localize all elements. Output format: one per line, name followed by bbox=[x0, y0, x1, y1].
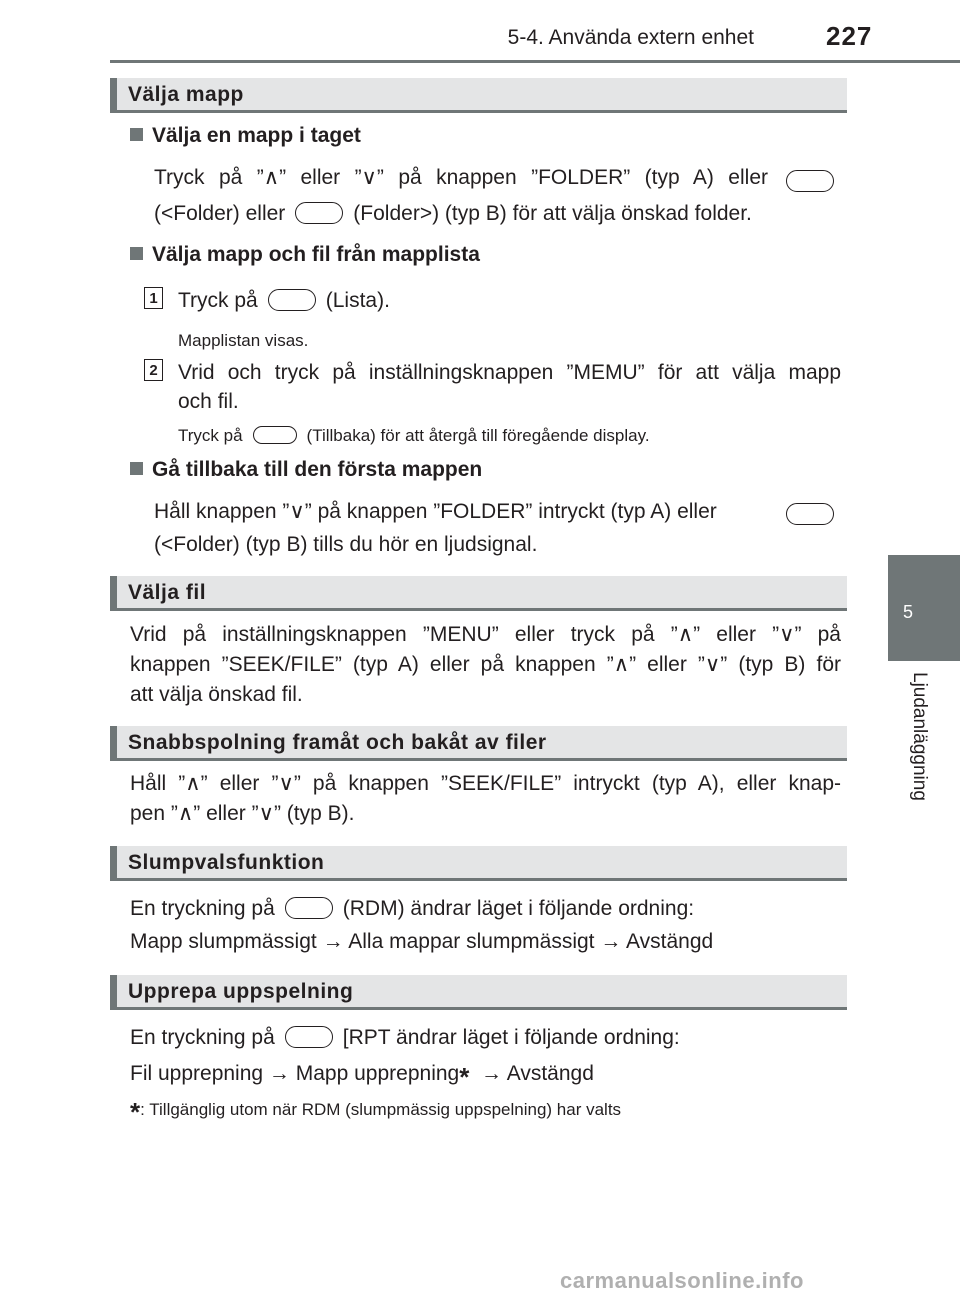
paragraph-line: Håll ”∧” eller ”∨” på knappen ”SEEK/FILE” intryckt (typ A), eller knap- bbox=[130, 772, 841, 795]
section-header-repeat bbox=[110, 975, 847, 1010]
footnote-asterisk: * bbox=[459, 1062, 470, 1092]
footnote-asterisk: * bbox=[130, 1097, 141, 1127]
paragraph-line: att välja önskad fil. bbox=[130, 683, 303, 706]
section-title: Slumpvalsfunktion bbox=[128, 851, 325, 874]
back-button-icon bbox=[253, 426, 297, 444]
square-bullet-icon bbox=[130, 462, 143, 475]
square-bullet-icon bbox=[130, 247, 143, 260]
steering-switch-icon bbox=[295, 202, 343, 224]
steering-switch-icon bbox=[786, 503, 834, 525]
step-number: 1 bbox=[144, 287, 163, 309]
section-header-file bbox=[110, 576, 847, 611]
paragraph-line: (<Folder) (typ B) tills du hör en ljudsignal. bbox=[154, 533, 538, 556]
subheading-one-folder: Välja en mapp i taget bbox=[130, 124, 361, 148]
section-title: Välja fil bbox=[128, 581, 207, 604]
section-title: Upprepa uppspelning bbox=[128, 980, 354, 1003]
paragraph-line: Mapp slumpmässigt → Alla mappar slumpmässigt → Avstängd bbox=[130, 930, 714, 953]
paragraph-line: Vrid på inställningsknappen ”MENU” eller tryck på ”∧” eller ”∨” på bbox=[130, 623, 841, 646]
section-header-folder bbox=[110, 78, 847, 113]
section-header-random bbox=[110, 846, 847, 881]
step-text: och fil. bbox=[178, 390, 239, 413]
section-header-fast-forward bbox=[110, 726, 847, 761]
subheading-folder-list: Välja mapp och fil från mapplista bbox=[130, 243, 480, 267]
paragraph-line: knappen ”SEEK/FILE” (typ A) eller på knappen ”∧” eller ”∨” (typ B) för bbox=[130, 653, 841, 676]
watermark: carmanualsonline.info bbox=[560, 1268, 804, 1293]
paragraph-line: Fil upprepning → Mapp upprepning* → Avstängd bbox=[130, 1062, 594, 1092]
step-text: Vrid och tryck på inställningsknappen ”MEMU” för att välja mapp bbox=[178, 361, 841, 384]
rpt-button-icon bbox=[285, 1026, 333, 1048]
step-note: Tryck på (Tillbaka) för att återgå till föregående display. bbox=[178, 426, 650, 445]
subheading-first-folder: Gå tillbaka till den första mappen bbox=[130, 458, 482, 482]
paragraph-line: Håll knappen ”∨” på knappen ”FOLDER” intryckt (typ A) eller bbox=[154, 500, 717, 523]
page-number: 227 bbox=[826, 21, 873, 51]
rdm-button-icon bbox=[285, 897, 333, 919]
step-note: Mapplistan visas. bbox=[178, 331, 309, 350]
chapter-label: Ljudanläggning bbox=[909, 672, 930, 801]
paragraph-line: En tryckning på (RDM) ändrar läget i följande ordning: bbox=[130, 897, 695, 920]
step-number: 2 bbox=[144, 359, 163, 381]
steering-switch-icon bbox=[786, 170, 834, 192]
chapter-number: 5 bbox=[902, 602, 913, 622]
paragraph-line: pen ”∧” eller ”∨” (typ B). bbox=[130, 802, 355, 825]
square-bullet-icon bbox=[130, 128, 143, 141]
footnote: *: Tillgänglig utom när RDM (slumpmässig uppspelning) har valts bbox=[130, 1097, 622, 1127]
header-divider bbox=[110, 60, 960, 63]
header-section-title: 5-4. Använda extern enhet bbox=[507, 26, 754, 49]
list-button-icon bbox=[268, 289, 316, 311]
paragraph-line: (<Folder) eller (Folder>) (typ B) för att välja önskad folder. bbox=[154, 202, 752, 225]
section-title: Snabbspolning framåt och bakåt av filer bbox=[128, 731, 547, 754]
paragraph-line: En tryckning på [RPT ändrar läget i följande ordning: bbox=[130, 1026, 680, 1049]
paragraph-line: Tryck på ”∧” eller ”∨” på knappen ”FOLDER” (typ A) eller bbox=[154, 166, 768, 189]
step-text: Tryck på (Lista). bbox=[178, 289, 390, 312]
section-title: Välja mapp bbox=[128, 83, 244, 106]
